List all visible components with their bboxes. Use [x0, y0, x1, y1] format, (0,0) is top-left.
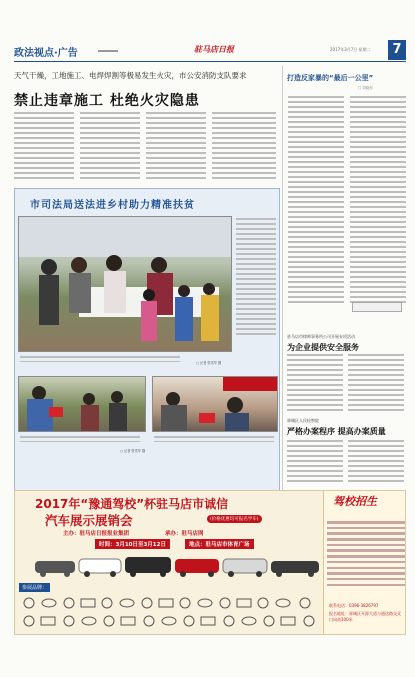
- ad-badge: 驾校招生: [333, 495, 377, 508]
- page-header: [14, 40, 406, 62]
- issue-date: 2017年3月7日 星期二: [330, 47, 371, 52]
- side-story-1-text-b: [348, 354, 404, 414]
- photo-3-caption: [154, 436, 274, 446]
- car-expo-advertisement: [14, 490, 406, 635]
- page-number: 7: [388, 40, 406, 60]
- masthead: 驻马店日报: [194, 45, 234, 54]
- main-story-kicker: 天气干燥，工地施工、电焊焊割等极易发生火灾，市公安消防支队要求: [14, 71, 247, 80]
- photo-credit-2: □ 记者 张雪华 摄: [120, 449, 146, 453]
- ad-location: 地点：驻马店市体育广场: [185, 539, 254, 549]
- photo-scene: [19, 217, 232, 352]
- main-photo-credit: □ 记者 张雪华 摄: [196, 361, 222, 365]
- main-photo-caption: [20, 356, 180, 368]
- side-story-1-kicker: 驻马店市律师事务所公司开展专项活动: [287, 334, 355, 339]
- photo-2-caption: [20, 436, 140, 446]
- side-story-2-text-a: [287, 440, 343, 484]
- ad-right-text: [327, 521, 405, 589]
- ad-cars-illustration: [31, 549, 323, 579]
- author-photo-placeholder: [352, 302, 402, 312]
- right-column-byline: □ 刘晓东: [358, 86, 373, 90]
- main-story-text-col3: [146, 112, 206, 182]
- ad-title-line2: 汽车展示展销会: [45, 513, 133, 528]
- feature-photo-3: [152, 376, 278, 432]
- right-column-title: 打造反家暴的“最后一公里”: [287, 74, 374, 82]
- main-story-headline: 禁止违章施工 杜绝火灾隐患: [14, 93, 200, 109]
- ad-phone: 联系电话：0396-3826797: [329, 603, 379, 608]
- side-story-2-kicker: 驿城区人民检察院: [287, 418, 319, 423]
- ad-address: 报名地址：驿城区开源大道与通达路交叉口向南100米: [329, 611, 401, 622]
- ad-host: 主办：驻马店日报报业集团: [63, 531, 130, 537]
- side-story-2-title: 严格办案程序 提高办案质量: [287, 427, 386, 436]
- side-story-1-text-a: [287, 354, 343, 414]
- ad-title-line1: 2017年“豫通驾校”杯驻马店市诚信: [35, 497, 229, 511]
- feature-title: 市司法局送法进乡村助力精准扶贫: [30, 200, 195, 211]
- feature-text: [236, 218, 276, 338]
- ad-brands-label: 参展品牌：: [19, 583, 50, 592]
- ad-time: 时间：3月10日至3月12日: [95, 539, 170, 549]
- feature-photo-2: [18, 376, 146, 432]
- right-column-text-a: [288, 96, 344, 306]
- header-rule: [98, 50, 118, 52]
- right-column-text-b: [350, 96, 406, 306]
- main-story-text-col1: [14, 112, 74, 182]
- ad-note: (价格优惠均可报名学车): [207, 515, 262, 523]
- side-story-2-text-b: [348, 440, 404, 484]
- ad-brand-logos: [19, 595, 321, 631]
- ad-co-host: 承办：驻马店网: [165, 531, 204, 537]
- section-title: 政法视点·广告: [14, 48, 78, 59]
- photo-2-scene: [19, 377, 146, 432]
- photo-3-scene: [153, 377, 278, 432]
- main-story-text-col4: [212, 112, 276, 182]
- side-story-1-title: 为企业提供安全服务: [287, 343, 359, 352]
- column-divider: [282, 66, 283, 506]
- main-story-text-col2: [80, 112, 140, 182]
- feature-main-photo: [18, 216, 232, 352]
